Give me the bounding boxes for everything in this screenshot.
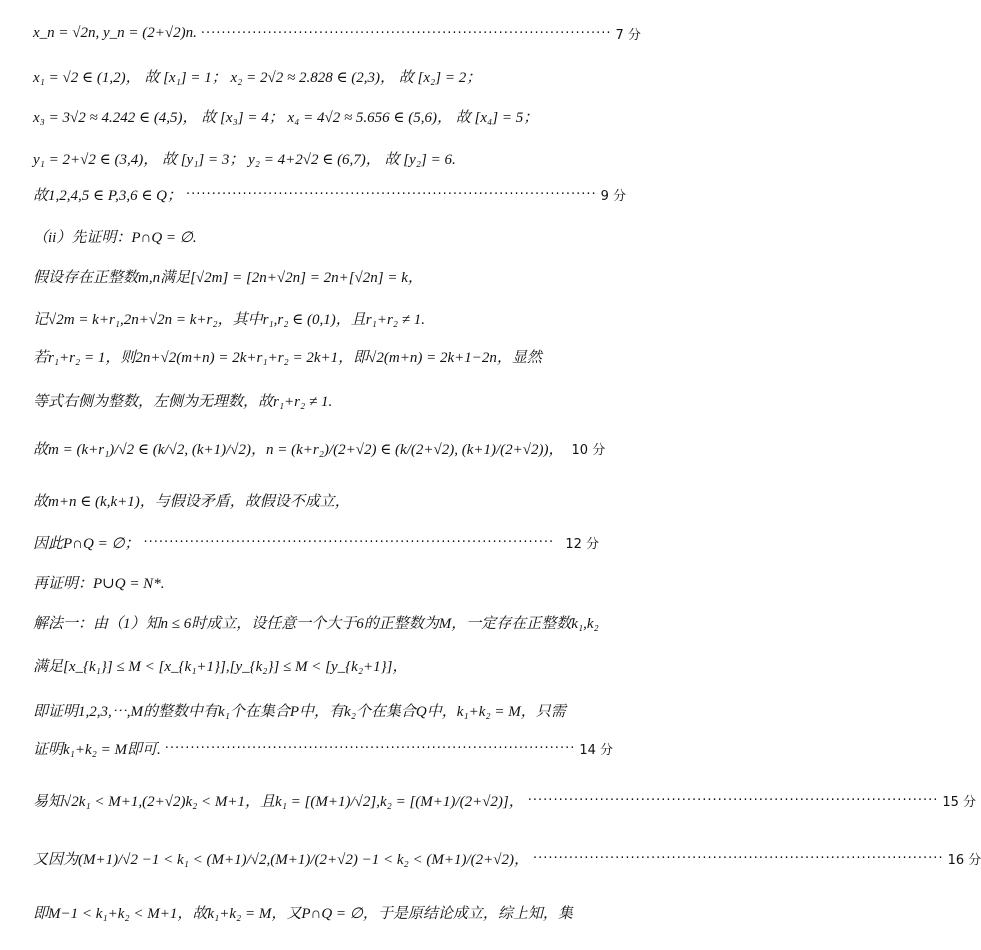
score-label: 14 分: [579, 743, 614, 758]
line-text: 即证明1,2,3,⋯,M的整数中有k₁个在集合P中，有k₂个在集合Q中，k₁+k₂ = M，只需: [33, 704, 566, 720]
line-text: 若r₁+r₂ = 1，则2n+√2(m+n) = 2k+r₁+r₂ = 2k+1，即√2(m+n) = 2k+1−2n，显然: [33, 350, 542, 366]
leader-dots: ················································································: [186, 187, 597, 202]
text-line-1: [33, 24, 641, 43]
line-text: 故m+n ∈ (k,k+1)，与假设矛盾，故假设不成立，: [33, 494, 350, 510]
score-label: 12 分: [565, 537, 599, 552]
text-line-2: [33, 66, 599, 87]
score-label: 16 分: [947, 853, 981, 868]
line-text: x_n = √2n, y_n = (2+√2)n.: [33, 25, 197, 41]
line-text: 即M−1 < k₁+k₂ < M+1，故k₁+k₂ = M，又P∩Q = ∅，于是原结论成立，综上知，集: [33, 906, 573, 922]
text-line-3: [33, 106, 599, 127]
score-label: 10 分: [571, 443, 606, 458]
line-text: 因此P∩Q = ∅；: [33, 536, 140, 552]
line-text: y₁ = 2+√2 ∈ (3,4)， 故 [y₁] = 3； y₂ = 4+2√2 ∈ (6,7)， 故 [y₂] = 6.: [33, 152, 456, 168]
text-line-6: [33, 226, 599, 247]
line-text: （ii）先证明：P∩Q = ∅.: [33, 230, 197, 246]
leader-dots: ················································································: [200, 26, 612, 41]
text-line-18: [33, 738, 614, 759]
score-label: 9 分: [600, 189, 627, 204]
leader-dots: ················································································: [527, 793, 939, 808]
leader-dots: ················································································: [164, 741, 576, 756]
line-text: x₁ = √2 ∈ (1,2)， 故 [x₁] = 1； x₂ = 2√2 ≈ 2.828 ∈ (2,3)， 故 [x₂] = 2；: [33, 70, 482, 86]
text-line-13: [33, 532, 599, 553]
score-label: 7 分: [615, 28, 641, 43]
score-label: 15 分: [942, 795, 977, 810]
line-text: 记√2m = k+r₁,2n+√2n = k+r₂，其中r₁,r₂ ∈ (0,1)，且r₁+r₂ ≠ 1.: [33, 312, 425, 328]
line-text: 再证明：P∪Q = N*.: [33, 576, 165, 592]
text-line-16: [33, 655, 599, 676]
line-text: 解法一：由（1）知n ≤ 6时成立，设任意一个大于6的正整数为M，一定存在正整数k₁,k₂: [33, 616, 599, 632]
line-text: 又因为(M+1)/√2 −1 < k₁ < (M+1)/√2,(M+1)/(2+√2) −1 < k₂ < (M+1)/(2+√2)，: [33, 852, 529, 868]
text-line-8: [33, 308, 599, 329]
text-line-19: [33, 790, 977, 811]
text-line-7: [33, 266, 599, 287]
leader-dots: ················································································: [143, 535, 555, 550]
text-line-10: [33, 390, 599, 411]
line-text: 故1,2,4,5 ∈ P,3,6 ∈ Q；: [33, 188, 183, 204]
text-line-12: [33, 490, 599, 511]
text-line-5: [33, 184, 627, 205]
text-line-14: [33, 572, 599, 593]
line-text: 故m = (k+r₁)/√2 ∈ (k/√2, (k+1)/√2)，n = (k+r₂)/(2+√2) ∈ (k/(2+√2), (k+1)/(2+√2))，: [33, 442, 564, 458]
text-line-9: [33, 346, 599, 367]
line-text: x₃ = 3√2 ≈ 4.242 ∈ (4,5)， 故 [x₃] = 4； x₄ = 4√2 ≈ 5.656 ∈ (5,6)， 故 [x₄] = 5；: [33, 110, 539, 126]
line-text: 证明k₁+k₂ = M即可.: [33, 742, 161, 758]
line-text: 等式右侧为整数，左侧为无理数，故r₁+r₂ ≠ 1.: [33, 394, 333, 410]
text-line-20: [33, 848, 981, 869]
leader-dots: ················································································: [532, 851, 944, 866]
line-text: 满足[x_{k₁}] ≤ M < [x_{k₁+1}],[y_{k₂}] ≤ M < [y_{k₂+1}]，: [33, 659, 408, 675]
line-text: 易知√2k₁ < M+1,(2+√2)k₂ < M+1，且k₁ = [(M+1)/√2],k₂ = [(M+1)/(2+√2)]，: [33, 794, 524, 810]
text-line-4: [33, 148, 599, 169]
line-text: 假设存在正整数m,n满足[√2m] = [2n+√2n] = 2n+[√2n] = k，: [33, 270, 423, 286]
text-line-11: [33, 438, 606, 459]
text-line-15: [33, 612, 599, 633]
text-line-21: [33, 902, 599, 923]
text-line-17: [33, 700, 599, 721]
